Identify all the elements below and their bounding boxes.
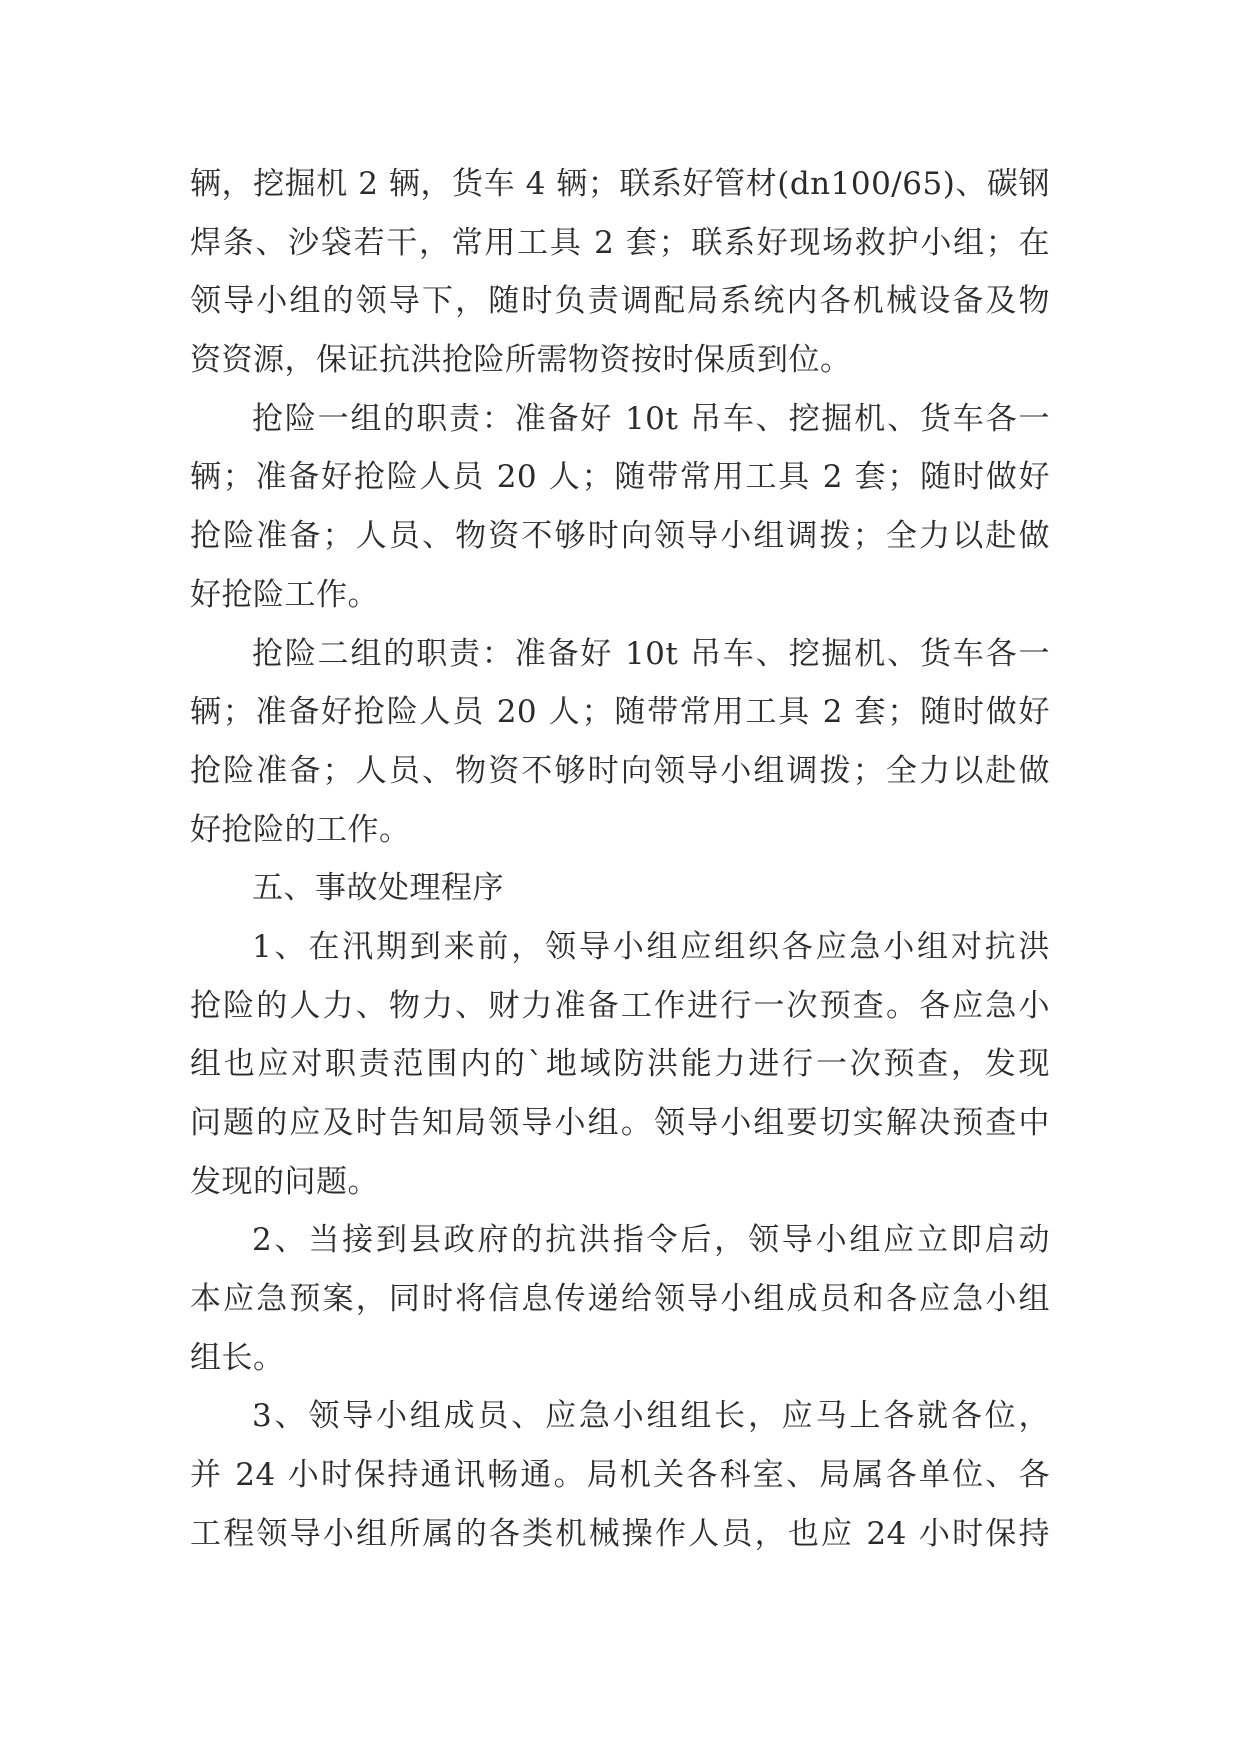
text-line: 好抢险工作。: [190, 576, 379, 613]
text-line: 本应急预案，同时将信息传递给领导小组成员和各应急小组: [190, 1281, 1050, 1318]
text-line: 问题的应及时告知局领导小组。领导小组要切实解决预查中: [190, 1105, 1050, 1141]
text-line: 焊条、沙袋若干，常用工具 2 套；联系好现场救护小组；在: [190, 224, 1050, 261]
text-line: 抢险准备；人员、物资不够时向领导小组调拨；全力以赴做: [190, 518, 1050, 555]
text-line: 组长。: [190, 1339, 285, 1376]
text-line: 组也应对职责范围内的`地域防洪能力进行一次预查，发现: [190, 1046, 1050, 1083]
text-line: 工程领导小组所属的各类机械操作人员，也应 24 小时保持: [190, 1515, 1050, 1552]
text-line: 领导小组的领导下，随时负责调配局系统内各机械设备及物: [190, 283, 1050, 320]
text-line: 发现的问题。: [190, 1163, 379, 1200]
text-line: 2、当接到县政府的抗洪指令后，领导小组应立即启动: [252, 1222, 1050, 1259]
text-line: 五、事故处理程序: [252, 870, 504, 907]
text-line: 辆；准备好抢险人员 20 人；随带常用工具 2 套；随时做好: [190, 459, 1050, 496]
text-line: 1、在汛期到来前，领导小组应组织各应急小组对抗洪: [252, 928, 1050, 965]
text-line: 抢险的人力、物力、财力准备工作进行一次预查。各应急小: [190, 987, 1050, 1024]
text-line: 3、领导小组成员、应急小组组长，应马上各就各位，: [252, 1398, 1050, 1435]
text-line: 抢险二组的职责：准备好 10t 吊车、挖掘机、货车各一: [252, 635, 1050, 672]
text-line: 资资源，保证抗洪抢险所需物资按时保质到位。: [190, 342, 852, 379]
document-body: [190, 155, 1050, 1564]
text-line: 辆；准备好抢险人员 20 人；随带常用工具 2 套；随时做好: [190, 694, 1050, 731]
text-line: 并 24 小时保持通讯畅通。局机关各科室、局属各单位、各: [190, 1457, 1050, 1494]
text-line: 抢险一组的职责：准备好 10t 吊车、挖掘机、货车各一: [252, 400, 1050, 437]
text-line: 辆，挖掘机 2 辆，货车 4 辆；联系好管材(dn100/65)、碳钢: [190, 166, 1050, 202]
text-line: 好抢险的工作。: [190, 811, 411, 848]
text-line: 抢险准备；人员、物资不够时向领导小组调拨；全力以赴做: [190, 752, 1050, 789]
